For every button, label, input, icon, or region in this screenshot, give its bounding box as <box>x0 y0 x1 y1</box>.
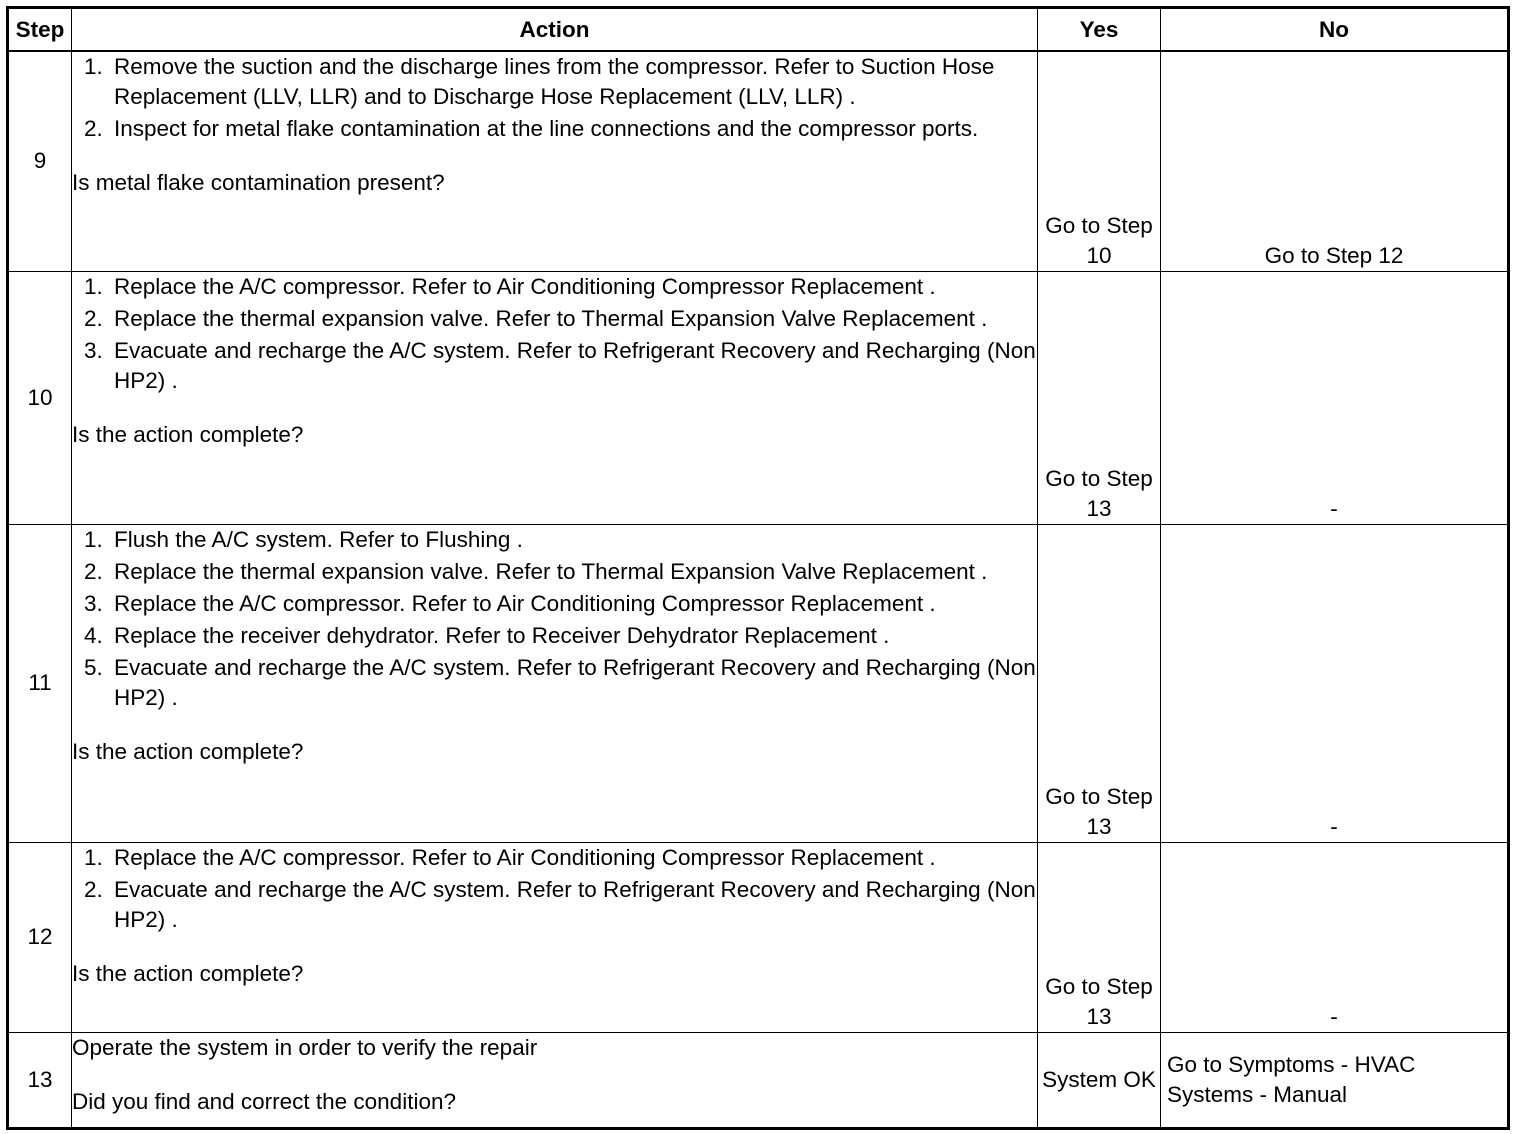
item-number: 2. <box>84 558 103 584</box>
step-number: 13 <box>8 1032 72 1128</box>
action-item <box>72 304 1037 334</box>
action-item <box>72 843 1037 873</box>
action-list <box>72 272 1037 396</box>
item-text: Replace the thermal expansion valve. Refer to Thermal Expansion Valve Replacement . <box>114 558 988 584</box>
no-cell: - <box>1161 271 1509 524</box>
step-number: 9 <box>8 51 72 271</box>
action-item <box>72 557 1037 587</box>
table-row <box>8 1032 1509 1128</box>
no-cell: - <box>1161 842 1509 1032</box>
item-number: 5. <box>84 654 103 680</box>
action-item <box>72 589 1037 619</box>
action-cell <box>72 524 1038 842</box>
header-yes: Yes <box>1038 8 1161 52</box>
yes-cell: Go to Step 10 <box>1038 51 1161 271</box>
item-text: Evacuate and recharge the A/C system. Refer to Refrigerant Recovery and Recharging (Non HP2) . <box>114 337 1036 393</box>
question-text: Is the action complete? <box>72 960 304 986</box>
action-cell <box>72 271 1038 524</box>
table-row <box>8 842 1509 1032</box>
item-text: Flush the A/C system. Refer to Flushing . <box>114 526 523 552</box>
action-item <box>72 336 1037 396</box>
item-number: 3. <box>84 590 103 616</box>
action-item <box>72 114 1037 144</box>
action-list <box>72 525 1037 713</box>
table-row <box>8 271 1509 524</box>
action-cell <box>72 1032 1038 1128</box>
diagnostic-table <box>6 6 1510 1130</box>
table-row <box>8 51 1509 271</box>
action-cell <box>72 51 1038 271</box>
question-text: Is metal flake contamination present? <box>72 170 445 195</box>
item-text: Remove the suction and the discharge lines from the compressor. Refer to Suction Hose Replacement (LLV, LLR) and to Discharge Hose Replacement (LLV, LLR) . <box>114 54 995 109</box>
item-number: 4. <box>84 622 103 648</box>
action-item <box>72 621 1037 651</box>
item-number: 1. <box>84 273 103 299</box>
item-text: Replace the A/C compressor. Refer to Air Conditioning Compressor Replacement . <box>114 844 936 870</box>
action-list <box>72 52 1037 144</box>
item-number: 1. <box>84 526 103 552</box>
item-number: 2. <box>84 116 103 141</box>
question-text: Is the action complete? <box>72 738 304 764</box>
item-text: Replace the thermal expansion valve. Refer to Thermal Expansion Valve Replacement . <box>114 305 988 331</box>
action-cell <box>72 842 1038 1032</box>
table-row <box>8 524 1509 842</box>
question-text: Is the action complete? <box>72 421 304 447</box>
item-text: Inspect for metal flake contamination at the line connections and the compressor ports. <box>114 116 979 141</box>
action-item <box>72 525 1037 555</box>
action-list <box>72 843 1037 935</box>
header-step: Step <box>8 8 72 52</box>
header-no: No <box>1161 8 1509 52</box>
no-cell: Go to Symptoms - HVAC Systems - Manual <box>1161 1032 1509 1128</box>
step-number: 10 <box>8 271 72 524</box>
item-number: 1. <box>84 54 103 79</box>
action-item <box>72 653 1037 713</box>
step-number: 11 <box>8 524 72 842</box>
no-cell: - <box>1161 524 1509 842</box>
item-text: Replace the A/C compressor. Refer to Air Conditioning Compressor Replacement . <box>114 590 936 616</box>
item-text: Evacuate and recharge the A/C system. Refer to Refrigerant Recovery and Recharging (Non HP2) . <box>114 876 1036 932</box>
yes-cell: Go to Step 13 <box>1038 524 1161 842</box>
step-number: 12 <box>8 842 72 1032</box>
action-item <box>72 875 1037 935</box>
yes-cell: Go to Step 13 <box>1038 271 1161 524</box>
action-item <box>72 52 1037 112</box>
instruction-text: Operate the system in order to verify the repair <box>72 1034 538 1060</box>
no-cell: Go to Step 12 <box>1161 51 1509 271</box>
item-number: 2. <box>84 876 103 902</box>
question-text: Did you find and correct the condition? <box>72 1088 456 1114</box>
item-text: Evacuate and recharge the A/C system. Refer to Refrigerant Recovery and Recharging (Non HP2) . <box>114 654 1036 710</box>
item-text: Replace the receiver dehydrator. Refer to Receiver Dehydrator Replacement . <box>114 622 890 648</box>
item-text: Replace the A/C compressor. Refer to Air Conditioning Compressor Replacement . <box>114 273 936 299</box>
header-row <box>8 8 1509 52</box>
yes-cell: Go to Step 13 <box>1038 842 1161 1032</box>
yes-cell: System OK <box>1038 1032 1161 1128</box>
item-number: 3. <box>84 337 103 363</box>
item-number: 2. <box>84 305 103 331</box>
item-number: 1. <box>84 844 103 870</box>
header-action: Action <box>72 8 1038 52</box>
action-item <box>72 272 1037 302</box>
